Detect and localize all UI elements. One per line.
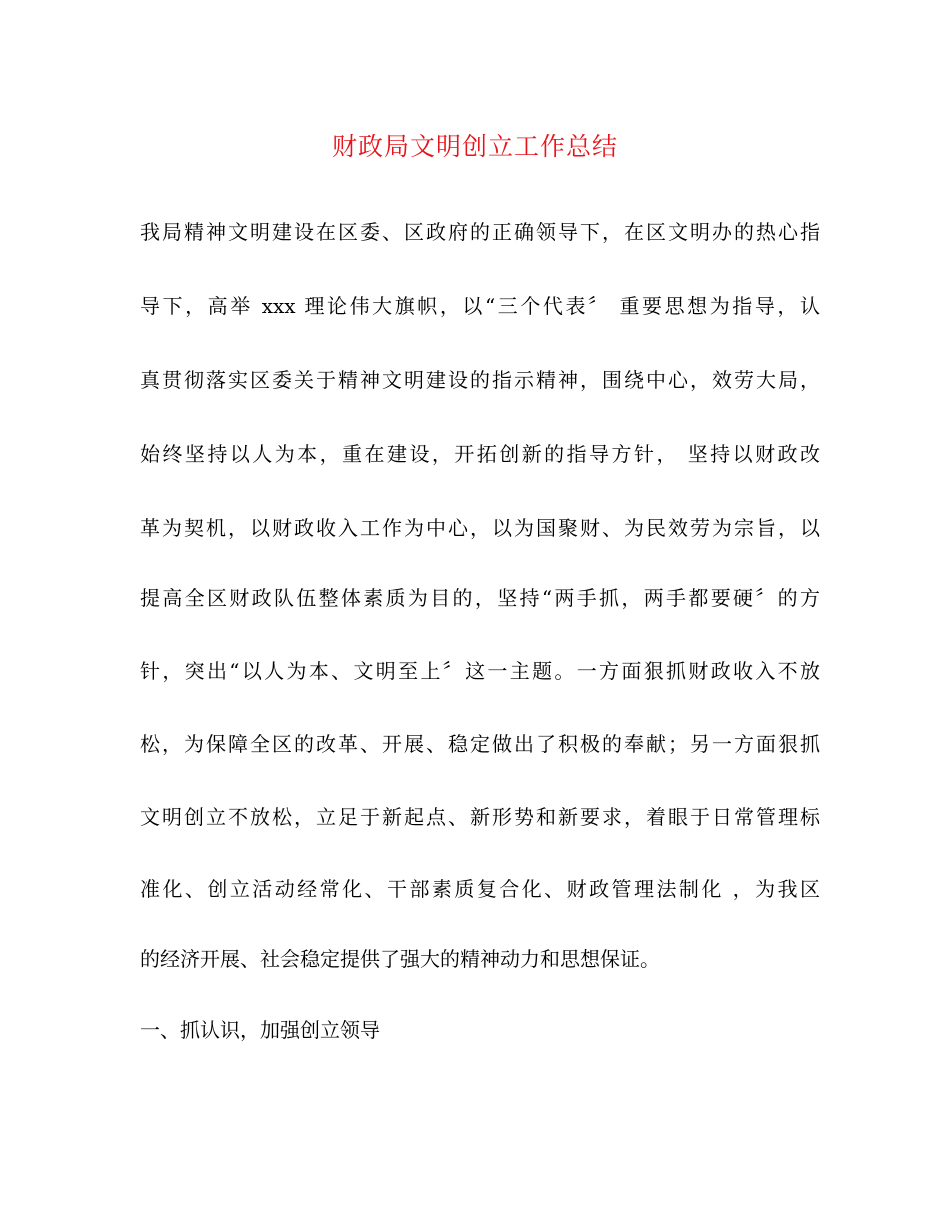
body-line: 针，突出“以人为本、文明至上〞这一主题。一方面狠抓财政收入不放 [140,659,820,683]
body-line: 准化、创立活动经常化、干部素质复合化、财政管理法制化 ，为我区 [140,877,820,901]
section-heading: 一、抓认识，加强创立领导 [140,1018,380,1042]
body-line: 革为契机，以财政收入工作为中心，以为国聚财、为民效劳为宗旨，以 [140,516,820,540]
body-line: 文明创立不放松，立足于新起点、新形势和新要求，着眼于日常管理标 [140,805,820,829]
body-line: 我局精神文明建设在区委、区政府的正确领导下，在区文明办的热心指 [140,220,820,244]
body-line: 的经济开展、社会稳定提供了强大的精神动力和思想保证。 [140,947,660,971]
body-line: 松，为保障全区的改革、开展、稳定做出了积极的奉献；另一方面狠抓 [140,732,820,756]
body-line: 真贯彻落实区委关于精神文明建设的指示精神，围绕中心，效劳大局， [140,368,820,392]
body-line: 始终坚持以人为本，重在建设，开拓创新的指导方针， 坚持以财政改 [140,442,820,466]
document-title: 财政局文明创立工作总结 [331,132,618,161]
body-line: 提高全区财政队伍整体素质为目的，坚持“两手抓，两手都要硬〞的方 [140,586,820,610]
body-line: 导下，高举 xxx 理论伟大旗帜，以“三个代表〞 重要思想为指导，认 [140,294,820,318]
